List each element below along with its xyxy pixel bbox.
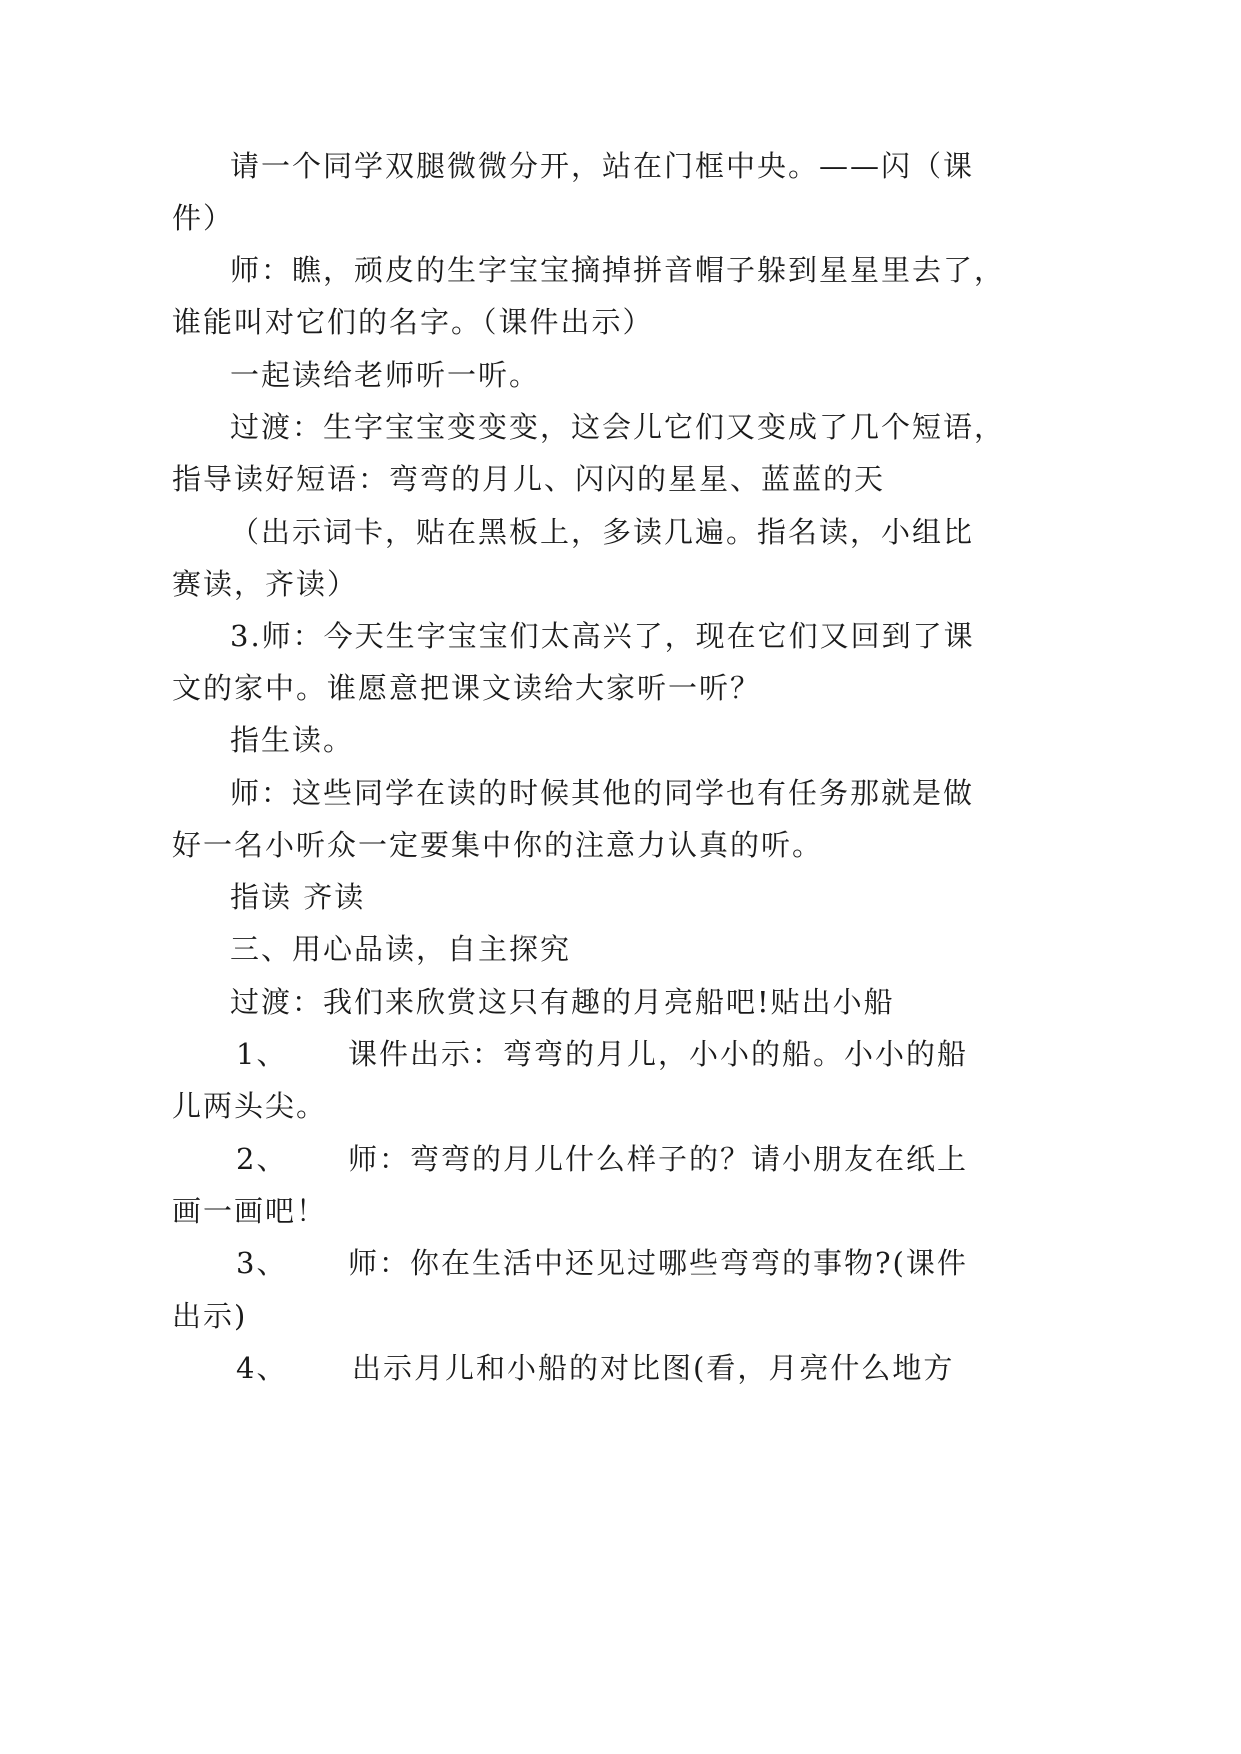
paragraph-line: 指读 齐读 bbox=[230, 880, 366, 914]
paragraph-line: 文的家中。谁愿意把课文读给大家听一听？ bbox=[172, 671, 762, 705]
paragraph-line: 指生读。 bbox=[230, 723, 355, 757]
list-item-text: 出示月儿和小船的对比图(看，月亮什么地方 bbox=[352, 1351, 955, 1385]
paragraph-line: 师：瞧，顽皮的生字宝宝摘掉拼音帽子躲到星星里去了， bbox=[230, 253, 1006, 287]
paragraph-line: 好一名小听众一定要集中你的注意力认真的听。 bbox=[172, 828, 824, 862]
paragraph-line: 3.师：今天生字宝宝们太高兴了，现在它们又回到了课 bbox=[230, 619, 975, 653]
list-item-text: 师：你在生活中还见过哪些弯弯的事物?(课件 bbox=[348, 1246, 968, 1280]
list-number: 2、 bbox=[236, 1142, 288, 1176]
paragraph-line: 儿两头尖。 bbox=[172, 1089, 328, 1123]
list-item-text: 课件出示：弯弯的月儿，小小的船。小小的船 bbox=[348, 1037, 969, 1071]
paragraph-line: （出示词卡，贴在黑板上，多读几遍。指名读，小组比 bbox=[230, 515, 975, 549]
paragraph-line: 一起读给老师听一听。 bbox=[230, 358, 541, 392]
paragraph-line: 出示) bbox=[172, 1299, 248, 1333]
list-number: 4、 bbox=[236, 1351, 288, 1385]
paragraph-line: 师：这些同学在读的时候其他的同学也有任务那就是做 bbox=[230, 776, 975, 810]
section-heading: 三、用心品读，自主探究 bbox=[230, 932, 572, 966]
list-number: 3、 bbox=[236, 1246, 288, 1280]
paragraph-line: 过渡：我们来欣赏这只有趣的月亮船吧!贴出小船 bbox=[230, 985, 895, 1019]
list-number: 1、 bbox=[236, 1037, 288, 1071]
paragraph-line: 过渡：生字宝宝变变变，这会儿它们又变成了几个短语， bbox=[230, 410, 1006, 444]
paragraph-line: 指导读好短语：弯弯的月儿、闪闪的星星、蓝蓝的天 bbox=[172, 462, 886, 496]
list-item-text: 师：弯弯的月儿什么样子的？请小朋友在纸上 bbox=[348, 1142, 969, 1176]
paragraph-line: 件） bbox=[172, 201, 235, 235]
paragraph-line: 画一画吧！ bbox=[172, 1194, 328, 1228]
paragraph-line: 赛读，齐读） bbox=[172, 567, 359, 601]
paragraph-line: 请一个同学双腿微微分开，站在门框中央。——闪（课 bbox=[230, 149, 975, 183]
paragraph-line: 谁能叫对它们的名字。（课件出示） bbox=[172, 305, 654, 339]
